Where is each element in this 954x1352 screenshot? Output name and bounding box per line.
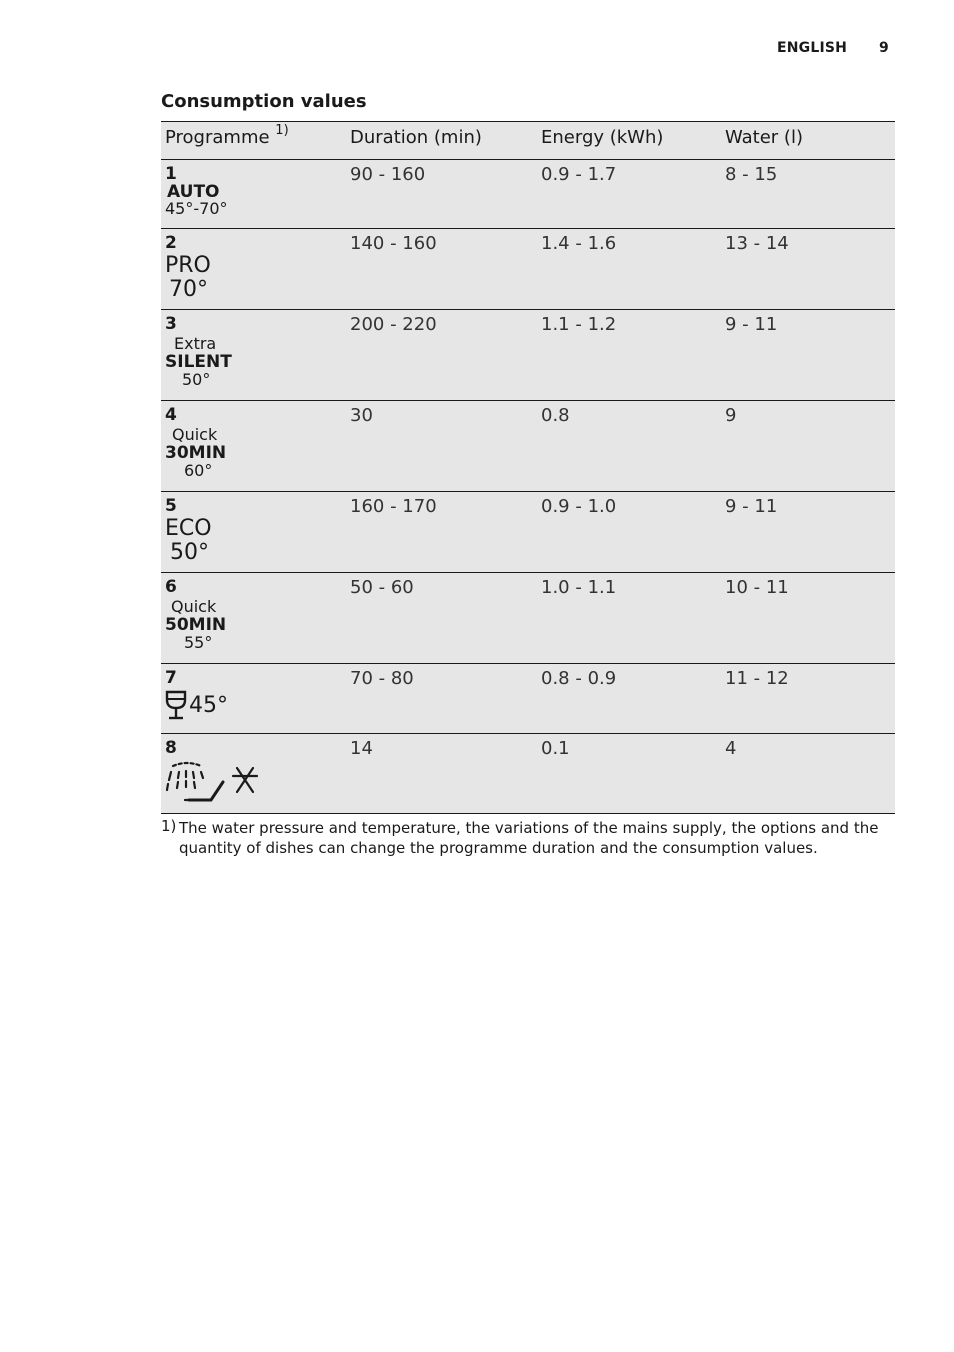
table-row bbox=[161, 734, 895, 814]
programme-label: ECO bbox=[165, 516, 212, 541]
programme-number: 6 bbox=[165, 577, 177, 597]
programme-cell bbox=[161, 310, 346, 400]
programme-label-top: Extra bbox=[174, 334, 217, 353]
energy-cell: 0.1 bbox=[541, 738, 570, 759]
table-header-row bbox=[161, 122, 895, 160]
energy-cell: 1.1 - 1.2 bbox=[541, 314, 617, 335]
table-row bbox=[161, 492, 895, 573]
water-cell: 9 - 11 bbox=[725, 496, 778, 517]
water-cell: 9 - 11 bbox=[725, 314, 778, 335]
table-row bbox=[161, 160, 895, 229]
footnote-mark: 1) bbox=[161, 817, 177, 835]
water-cell: 11 - 12 bbox=[725, 668, 789, 689]
water-cell: 9 bbox=[725, 405, 737, 426]
footnote bbox=[161, 818, 881, 858]
water-cell: 13 - 14 bbox=[725, 233, 789, 254]
energy-cell: 0.8 bbox=[541, 405, 570, 426]
duration-cell: 160 - 170 bbox=[350, 496, 437, 517]
programme-label: 50MIN bbox=[165, 615, 227, 635]
energy-cell: 1.4 - 1.6 bbox=[541, 233, 617, 254]
col-header-energy: Energy (kWh) bbox=[541, 127, 664, 148]
glass-icon bbox=[165, 690, 187, 720]
water-cell: 4 bbox=[725, 738, 737, 759]
programme-temp: 50° bbox=[170, 540, 209, 565]
table-row bbox=[161, 310, 895, 401]
programme-number: 1 bbox=[165, 164, 177, 184]
programme-cell bbox=[161, 229, 346, 309]
programme-cell bbox=[161, 401, 346, 491]
duration-cell: 50 - 60 bbox=[350, 577, 414, 598]
duration-cell: 140 - 160 bbox=[350, 233, 437, 254]
programme-label: SILENT bbox=[165, 352, 232, 372]
table-row bbox=[161, 664, 895, 734]
col-header-water: Water (l) bbox=[725, 127, 803, 148]
programme-number: 3 bbox=[165, 314, 177, 334]
programme-label: AUTO bbox=[167, 182, 220, 202]
header-language: ENGLISH bbox=[777, 40, 848, 56]
table-row bbox=[161, 401, 895, 492]
programme-cell bbox=[161, 734, 346, 813]
section-title: Consumption values bbox=[161, 91, 367, 112]
page-number: 9 bbox=[879, 40, 889, 56]
programme-cell bbox=[161, 492, 346, 572]
energy-cell: 1.0 - 1.1 bbox=[541, 577, 617, 598]
programme-cell bbox=[161, 664, 346, 733]
energy-cell: 0.9 - 1.7 bbox=[541, 164, 617, 185]
water-cell: 8 - 15 bbox=[725, 164, 778, 185]
footnote-ref: 1) bbox=[275, 123, 289, 138]
table-row bbox=[161, 229, 895, 310]
programme-number: 2 bbox=[165, 233, 177, 253]
programme-number: 7 bbox=[165, 668, 177, 688]
programme-temp: 50° bbox=[182, 370, 211, 389]
programme-label: PRO bbox=[165, 253, 211, 278]
glass-programme bbox=[165, 690, 228, 720]
programme-temp: 70° bbox=[169, 277, 208, 302]
programme-number: 4 bbox=[165, 405, 177, 425]
programme-temp: 60° bbox=[184, 461, 213, 480]
programme-cell bbox=[161, 573, 346, 663]
programme-label-top: Quick bbox=[171, 597, 217, 616]
programme-number: 5 bbox=[165, 496, 177, 516]
duration-cell: 70 - 80 bbox=[350, 668, 414, 689]
duration-cell: 14 bbox=[350, 738, 373, 759]
water-cell: 10 - 11 bbox=[725, 577, 789, 598]
programme-temp: 55° bbox=[184, 633, 213, 652]
duration-cell: 200 - 220 bbox=[350, 314, 437, 335]
energy-cell: 0.8 - 0.9 bbox=[541, 668, 617, 689]
col-header-programme-label: Programme bbox=[165, 127, 270, 148]
table-row bbox=[161, 573, 895, 664]
programme-cell bbox=[161, 160, 346, 228]
programme-label-top: Quick bbox=[172, 425, 218, 444]
programme-label: 30MIN bbox=[165, 443, 227, 463]
footnote-text: The water pressure and temperature, the variations of the mains supply, the options and the quantity of dishes can change the programme duration and the consumption values. bbox=[179, 819, 879, 857]
programme-temp: 45° bbox=[189, 692, 228, 718]
col-header-programme bbox=[161, 122, 346, 159]
programme-number: 8 bbox=[165, 738, 177, 758]
consumption-table bbox=[161, 121, 895, 814]
duration-cell: 30 bbox=[350, 405, 373, 426]
energy-cell: 0.9 - 1.0 bbox=[541, 496, 617, 517]
col-header-duration: Duration (min) bbox=[350, 127, 482, 148]
rinse-hold-icon bbox=[165, 760, 265, 808]
duration-cell: 90 - 160 bbox=[350, 164, 426, 185]
programme-temp: 45°-70° bbox=[165, 199, 228, 218]
